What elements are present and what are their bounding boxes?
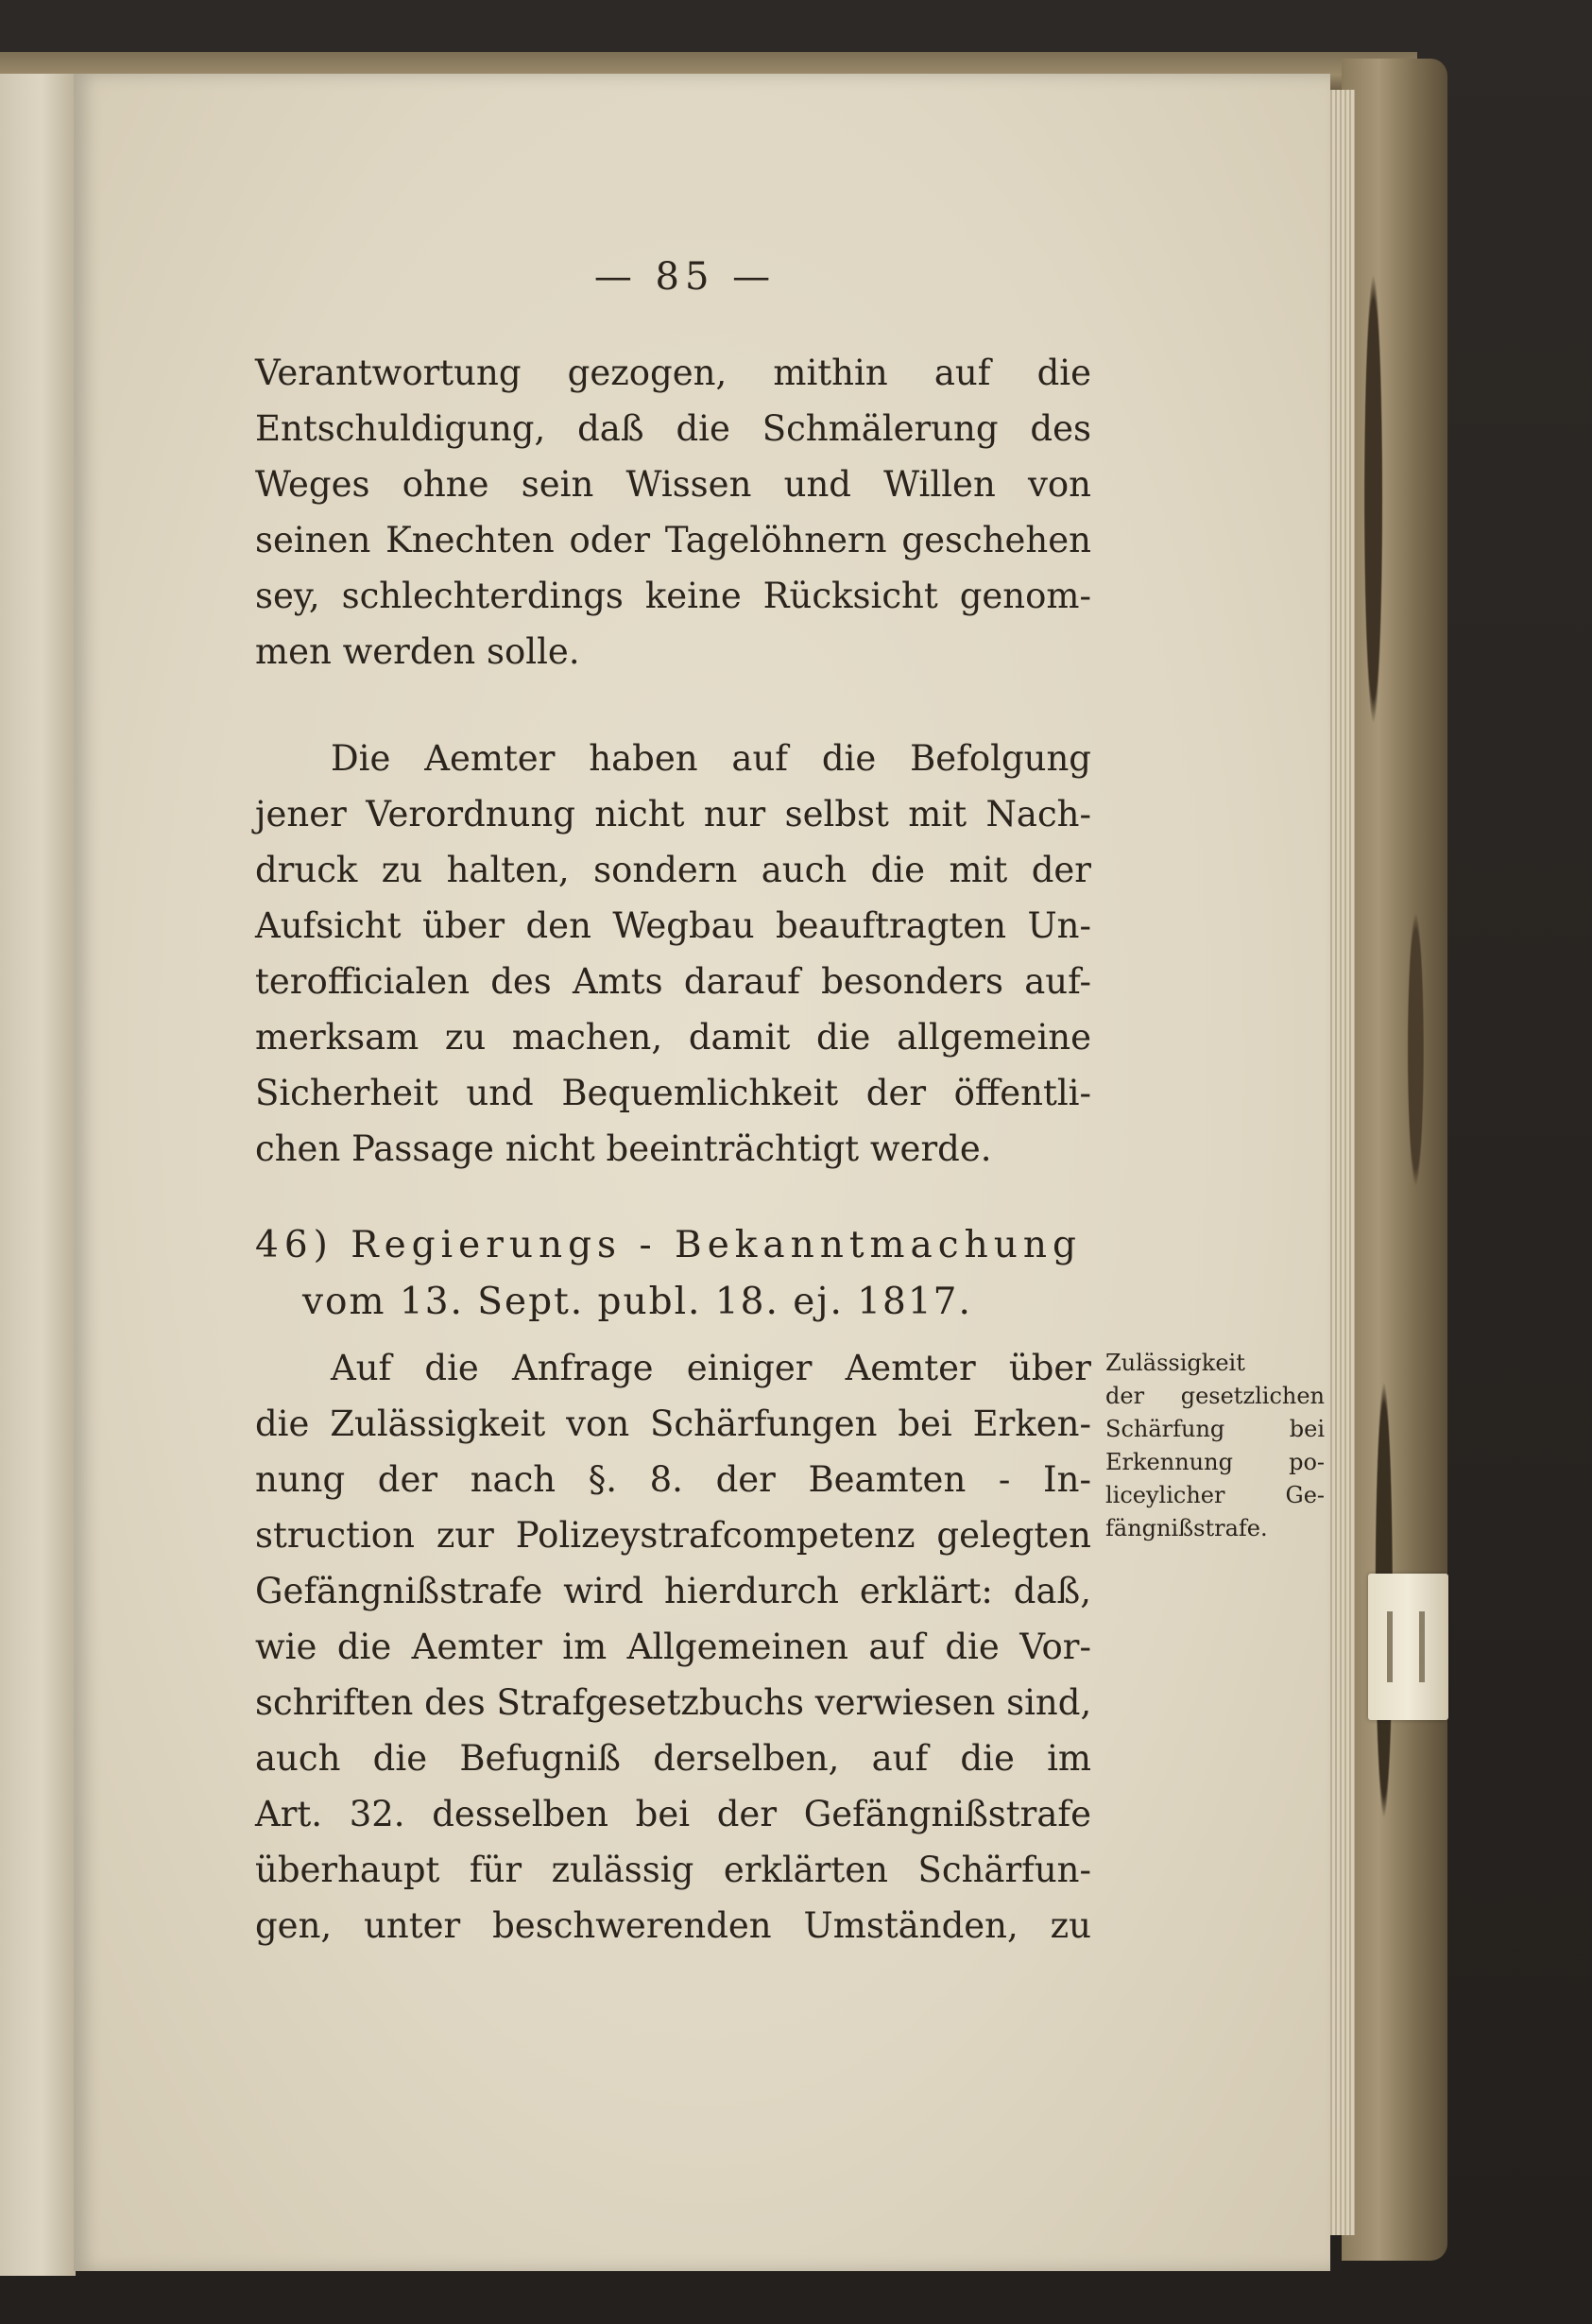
text-line: men werden solle. xyxy=(255,631,580,672)
text-line: Die Aemter haben auf die Befolgung xyxy=(331,738,1091,779)
section-heading xyxy=(255,1217,1091,1331)
text-line: Aufsicht über den Wegbau beauftragten Un- xyxy=(255,905,1091,946)
paragraph-3 xyxy=(255,1340,1091,1954)
text-line: Verantwortung gezogen, mithin auf die xyxy=(255,353,1091,393)
text-line: merksam zu machen, damit die allgemeine xyxy=(255,1017,1091,1058)
text-line: jener Verordnung nicht nur selbst mit Nach- xyxy=(255,794,1091,835)
text-line: chen Passage nicht beeinträchtigt werde. xyxy=(255,1128,992,1169)
margin-note-line: liceylicher Ge- xyxy=(1105,1482,1325,1508)
text-line: Art. 32. desselben bei der Gefängnißstrafe xyxy=(255,1794,1091,1834)
paragraph-1 xyxy=(255,345,1091,680)
bookmark-tab xyxy=(1368,1574,1448,1720)
text-line: Weges ohne sein Wissen und Willen von xyxy=(255,464,1091,505)
text-line: Auf die Anfrage einiger Aemter über xyxy=(331,1348,1091,1388)
text-line: Sicherheit und Bequemlichkeit der öffentli- xyxy=(255,1073,1091,1113)
text-line: die Zulässigkeit von Schärfungen bei Erken- xyxy=(255,1403,1091,1444)
margin-note-line: Zulässigkeit xyxy=(1105,1350,1245,1376)
heading-date: vom 13. Sept. publ. 18. ej. 1817. xyxy=(302,1281,972,1323)
marbled-cover xyxy=(1342,59,1447,2261)
text-line: auch die Befugniß derselben, auf die im xyxy=(255,1738,1091,1779)
margin-note xyxy=(1105,1347,1325,1545)
text-line: nung der nach §. 8. der Beamten - In- xyxy=(255,1459,1091,1500)
text-line: gen, unter beschwerenden Umständen, zu xyxy=(255,1905,1091,1946)
heading-title: 46) Regierungs - Bekanntmachung xyxy=(255,1224,1082,1266)
left-facing-page xyxy=(0,74,76,2276)
text-line: Gefängnißstrafe wird hierdurch erklärt: daß, xyxy=(255,1571,1091,1611)
text-line: überhaupt für zulässig erklärten Schärfun- xyxy=(255,1850,1091,1890)
text-line: terofficialen des Amts darauf besonders auf- xyxy=(255,961,1091,1002)
page-number: — 85 — xyxy=(593,255,777,299)
text-line: wie die Aemter im Allgemeinen auf die Vor- xyxy=(255,1627,1091,1667)
text-line: sey, schlechterdings keine Rücksicht genom- xyxy=(255,576,1091,616)
margin-note-line: Erkennung po- xyxy=(1105,1449,1325,1475)
text-line: seinen Knechten oder Tagelöhnern geschehen xyxy=(255,520,1091,560)
margin-note-line: der gesetzlichen xyxy=(1105,1383,1325,1409)
text-line: schriften des Strafgesetzbuchs verwiesen sind, xyxy=(255,1682,1092,1723)
margin-note-line: fängnißstrafe. xyxy=(1105,1515,1268,1541)
text-line: struction zur Polizeystrafcompetenz gelegten xyxy=(255,1515,1091,1556)
margin-note-line: Schärfung bei xyxy=(1105,1416,1325,1442)
paragraph-2 xyxy=(255,731,1091,1177)
text-line: druck zu halten, sondern auch die mit der xyxy=(255,850,1091,890)
text-line: Entschuldigung, daß die Schmälerung des xyxy=(255,408,1091,449)
